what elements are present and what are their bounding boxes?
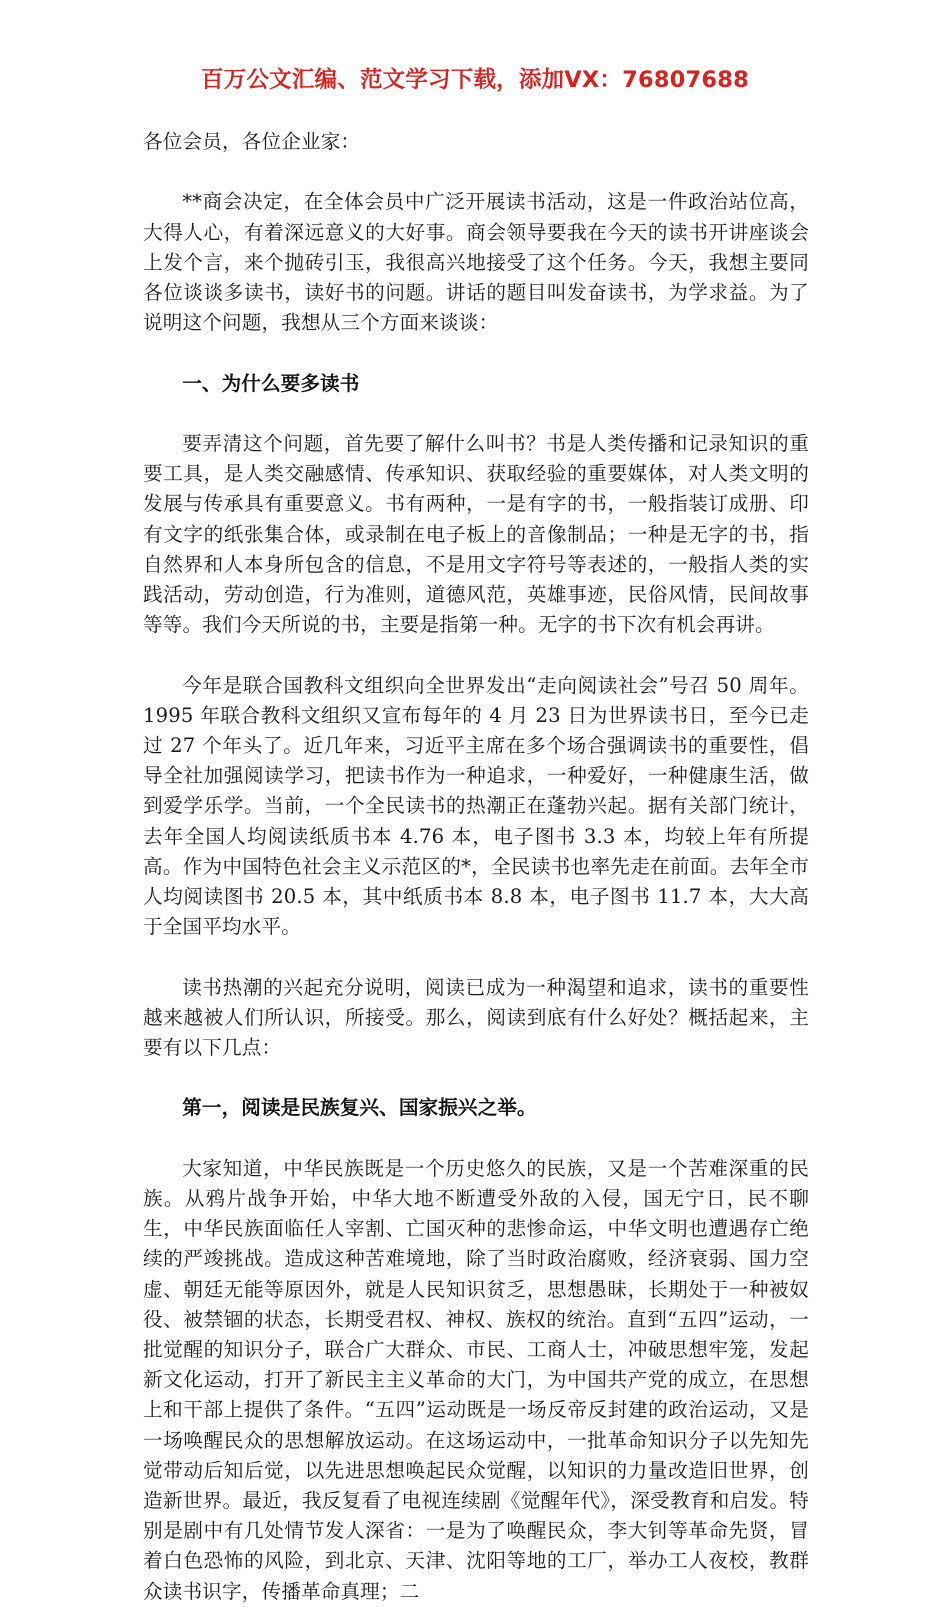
paragraph-spacer bbox=[143, 640, 809, 670]
paragraph-national-rejuvenation: 大家知道，中华民族既是一个历史悠久的民族，又是一个苦难深重的民族。从鸦片战争开始，中华大地不断遭受外敌的入侵，国无宁日，民不聊生，中华民族面临任人宰割、亡国灭种的悲惨命运，中华文明也遭遇存亡绝续的严竣挑战。造成这种苦难境地，除了当时政治腐败，经济衰弱、国力空虚、朝廷无能等原因外，就是人民知识贫乏，思想愚昧，长期处于一种被奴役、被禁锢的状态，长期受君权、神权、族权的统治。直到“五四”运动，一批觉醒的知识分子，联合广大群众、市民、工商人士，冲破思想牢笼，发起新文化运动，打开了新民主主义革命的大门，为中国共产党的成立，在思想上和干部上提供了条件。“五四”运动既是一场反帝反封建的政治运动，又是一场唤醒民众的思想解放运动。在这场运动中，一批革命知识分子以先知先觉带动后知后觉，以先进思想唤起民众觉醒，以知识的力量改造旧世界，创造新世界。最近，我反复看了电视连续剧《觉醒年代》，深受教育和启发。特别是剧中有几处情节发人深省：一是为了唤醒民众，李大钊等革命先贤，冒着白色恐怖的风险，到北京、天津、沈阳等地的工厂，举办工人夜校，教群众读书识字，传播革命真理；二 bbox=[143, 1156, 809, 1603]
document-body bbox=[143, 127, 809, 1607]
paragraph-spacer bbox=[143, 942, 809, 972]
paragraph-reading-statistics: 今年是联合国教科文组织向全世界发出“走向阅读社会”号召 50 周年。1995 年联合教科文组织又宣布每年的 4 月 23 日为世界读书日，至今已走过 27 个年头了。近几年来，习近平主席在多个场合强调读书的重要性，倡导全社加强阅读学习，把读书作为一种追求，一种爱好，一种健康生活，做到爱学乐学。当前，一个全民读书的热潮正在蓬勃兴起。据有关部门统计，去年全国人均阅读纸质书本 4.76 本，电子图书 3.3 本，均较上年有所提高。作为中国特色社会主义示范区的*，全民读书也率先走在前面。去年全市人均阅读图书 20.5 本，其中纸质书本 8.8 本，电子图书 11.7 本，大大高于全国平均水平。 bbox=[143, 673, 809, 939]
paragraph-spacer bbox=[143, 1063, 809, 1093]
paragraph-spacer bbox=[143, 1124, 809, 1154]
section-heading-point-one: 第一，阅读是民族复兴、国家振兴之举。 bbox=[182, 1096, 537, 1120]
paragraph-spacer bbox=[143, 338, 809, 368]
promo-watermark-header: 百万公文汇编、范文学习下载，添加VX：76807688 bbox=[201, 67, 749, 93]
paragraph-spacer bbox=[143, 399, 809, 429]
paragraph-intro: **商会决定，在全体会员中广泛开展读书活动，这是一件政治站位高，大得人心，有着深远意义的大好事。商会领导要我在今天的读书开讲座谈会上发个言，来个抛砖引玉，我很高兴地接受了这个任务。今天，我想主要同各位谈谈多读书，读好书的问题。讲话的题目叫发奋读书，为学求益。为了说明这个问题，我想从三个方面来谈谈： bbox=[143, 190, 809, 335]
paragraph-reading-benefits-intro: 读书热潮的兴起充分说明，阅读已成为一种渴望和追求，读书的重要性越来越被人们所认识，所接受。那么，阅读到底有什么好处？概括起来，主要有以下几点： bbox=[143, 975, 809, 1060]
paragraph-spacer bbox=[143, 157, 809, 187]
salutation-line: 各位会员，各位企业家： bbox=[143, 130, 361, 153]
paragraph-what-is-book: 要弄清这个问题，首先要了解什么叫书？书是人类传播和记录知识的重要工具，是人类交融感情、传承知识、获取经验的重要媒体，对人类文明的发展与传承具有重要意义。书有两种，一是有字的书，一般指装订成册、印有文字的纸张集合体，或录制在电子板上的音像制品；一种是无字的书，指自然界和人本身所包含的信息，不是用文字符号等表述的，一般指人类的实践活动，劳动创造，行为准则，道德风范，英雄事迹，民俗风情，民间故事等等。我们今天所说的书，主要是指第一种。无字的书下次有机会再讲。 bbox=[143, 431, 809, 637]
section-heading-one: 一、为什么要多读书 bbox=[182, 371, 360, 395]
